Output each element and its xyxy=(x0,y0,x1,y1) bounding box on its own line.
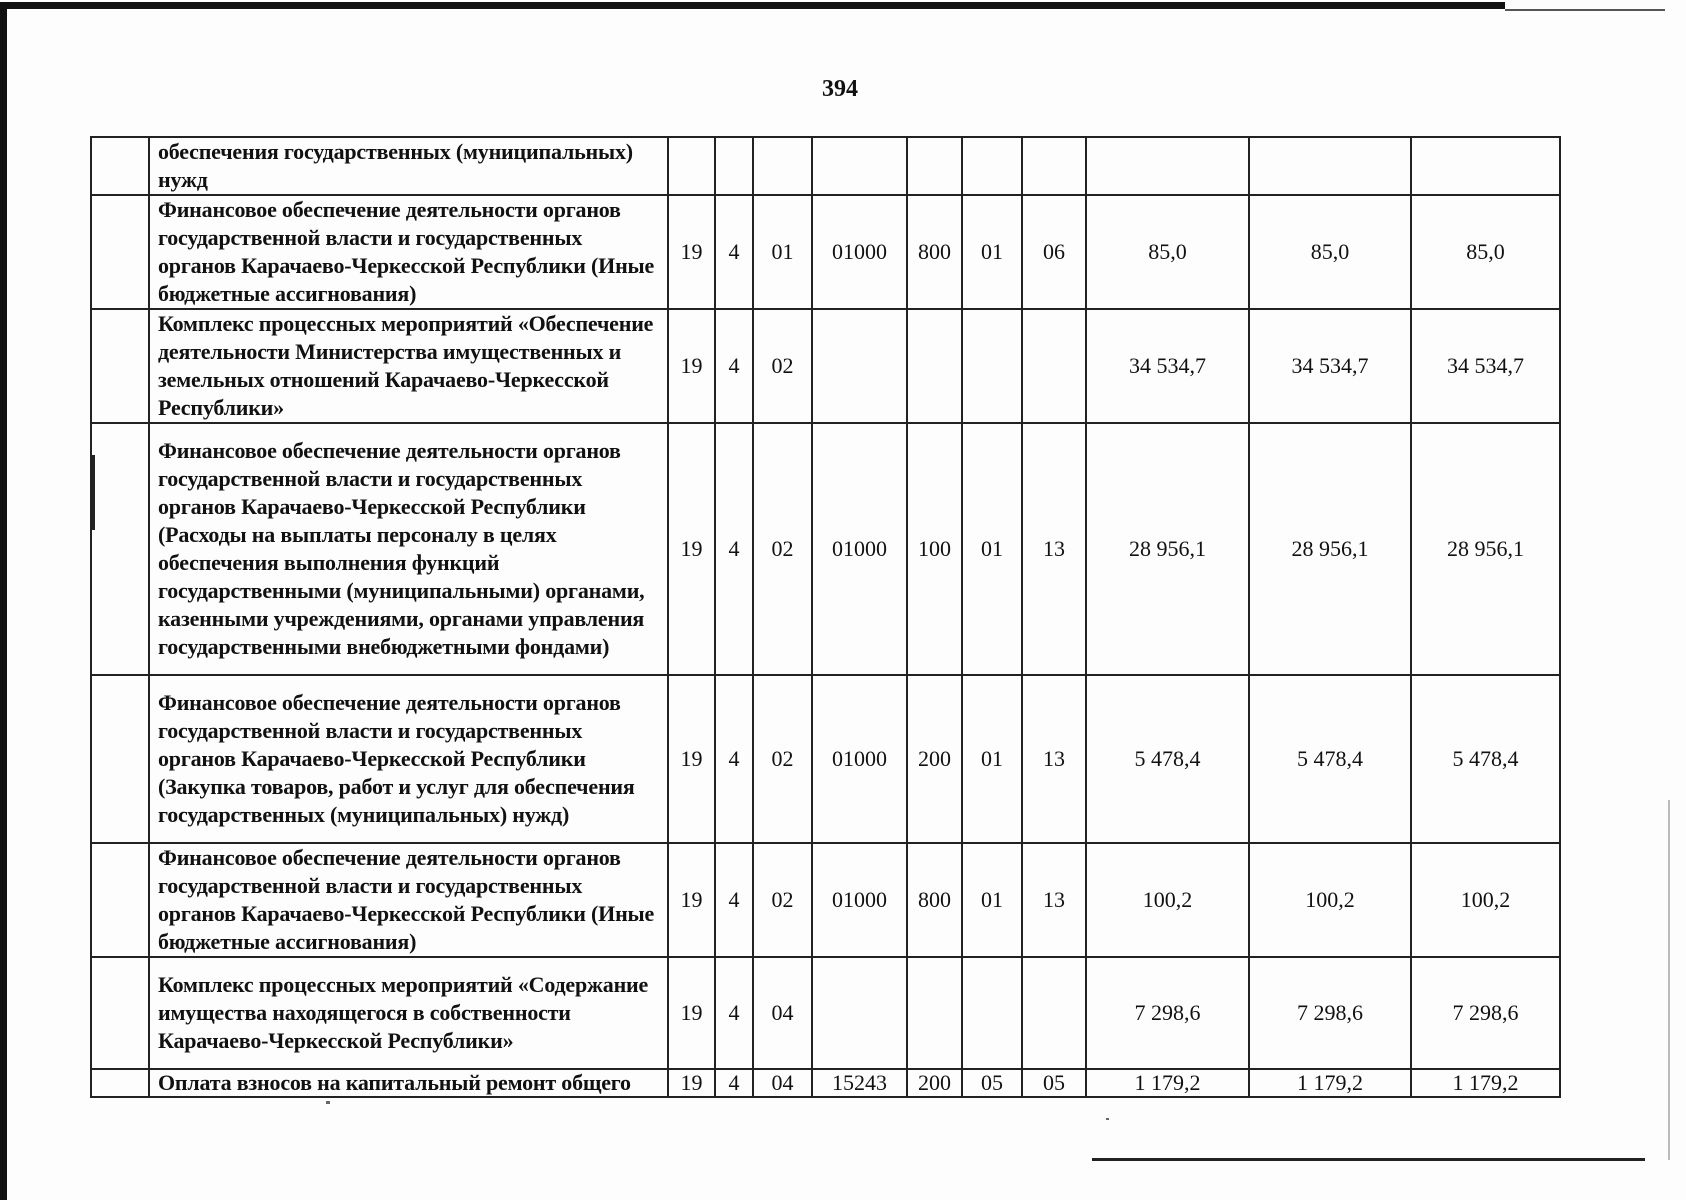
table-row xyxy=(91,423,1560,675)
code-cell: 19 xyxy=(668,843,715,957)
code-cell: 01 xyxy=(962,843,1022,957)
code-cell xyxy=(907,309,962,423)
row-index-cell xyxy=(91,195,149,309)
page-number: 394 xyxy=(822,76,858,102)
code-cell: 02 xyxy=(753,675,812,843)
amount-cell: 1 179,2 xyxy=(1411,1069,1560,1097)
code-cell: 4 xyxy=(715,1069,753,1097)
amount-cell: 85,0 xyxy=(1086,195,1249,309)
scan-bottom-rule xyxy=(1092,1158,1645,1161)
code-cell xyxy=(1022,957,1086,1069)
row-index-cell xyxy=(91,957,149,1069)
code-cell xyxy=(962,957,1022,1069)
amount-cell: 7 298,6 xyxy=(1411,957,1560,1069)
amount-cell xyxy=(1411,137,1560,195)
row-index-cell xyxy=(91,843,149,957)
code-cell: 02 xyxy=(753,843,812,957)
code-cell: 19 xyxy=(668,957,715,1069)
code-cell xyxy=(962,309,1022,423)
code-cell xyxy=(1022,309,1086,423)
row-description: Комплекс процессных мероприятий «Содержание имущества находящегося в собственности Карачаево-Черкесской Республики» xyxy=(149,957,668,1069)
code-cell: 01000 xyxy=(812,843,907,957)
code-cell: 4 xyxy=(715,675,753,843)
amount-cell: 100,2 xyxy=(1086,843,1249,957)
code-cell: 06 xyxy=(1022,195,1086,309)
amount-cell: 34 534,7 xyxy=(1249,309,1411,423)
code-cell: 19 xyxy=(668,309,715,423)
row-description: Финансовое обеспечение деятельности органов государственной власти и государственных органов Карачаево-Черкесской Республики (Расходы на выплаты персоналу в целях обеспечения выполнения функций государственными (муниципальными) органами, казенными учреждениями, органами управления государственными внебюджетными фондами) xyxy=(149,423,668,675)
scan-top-border-thin xyxy=(1505,9,1665,11)
amount-cell: 100,2 xyxy=(1249,843,1411,957)
scan-artifact-dot xyxy=(1106,1118,1109,1120)
code-cell xyxy=(753,137,812,195)
amount-cell: 34 534,7 xyxy=(1411,309,1560,423)
code-cell xyxy=(812,957,907,1069)
amount-cell: 5 478,4 xyxy=(1086,675,1249,843)
budget-table xyxy=(90,136,1561,1098)
row-description: Комплекс процессных мероприятий «Обеспечение деятельности Министерства имущественных и земельных отношений Карачаево-Черкесской Республики» xyxy=(149,309,668,423)
code-cell: 02 xyxy=(753,309,812,423)
code-cell: 01 xyxy=(962,423,1022,675)
code-cell: 13 xyxy=(1022,423,1086,675)
code-cell: 100 xyxy=(907,423,962,675)
code-cell: 01 xyxy=(962,675,1022,843)
row-description: Финансовое обеспечение деятельности органов государственной власти и государственных органов Карачаево-Черкесской Республики (Иные бюджетные ассигнования) xyxy=(149,195,668,309)
table-row xyxy=(91,675,1560,843)
code-cell: 04 xyxy=(753,1069,812,1097)
scan-artifact-dot xyxy=(326,1101,330,1104)
code-cell: 19 xyxy=(668,675,715,843)
code-cell: 01000 xyxy=(812,423,907,675)
code-cell: 200 xyxy=(907,1069,962,1097)
row-index-cell xyxy=(91,1069,149,1097)
scan-left-border xyxy=(0,2,7,1200)
row-description: Оплата взносов на капитальный ремонт общего xyxy=(149,1069,668,1097)
table-row xyxy=(91,137,1560,195)
table-row xyxy=(91,957,1560,1069)
code-cell: 4 xyxy=(715,423,753,675)
code-cell: 19 xyxy=(668,1069,715,1097)
code-cell: 19 xyxy=(668,195,715,309)
row-description: обеспечения государственных (муниципальных) нужд xyxy=(149,137,668,195)
code-cell: 01 xyxy=(962,195,1022,309)
code-cell: 13 xyxy=(1022,843,1086,957)
code-cell: 15243 xyxy=(812,1069,907,1097)
amount-cell: 5 478,4 xyxy=(1249,675,1411,843)
code-cell: 02 xyxy=(753,423,812,675)
code-cell: 4 xyxy=(715,843,753,957)
amount-cell: 85,0 xyxy=(1411,195,1560,309)
code-cell: 01000 xyxy=(812,195,907,309)
row-index-cell xyxy=(91,423,149,675)
table-row xyxy=(91,309,1560,423)
amount-cell: 7 298,6 xyxy=(1249,957,1411,1069)
amount-cell: 100,2 xyxy=(1411,843,1560,957)
amount-cell xyxy=(1249,137,1411,195)
code-cell: 05 xyxy=(1022,1069,1086,1097)
amount-cell: 5 478,4 xyxy=(1411,675,1560,843)
code-cell: 800 xyxy=(907,843,962,957)
code-cell: 4 xyxy=(715,957,753,1069)
amount-cell: 28 956,1 xyxy=(1249,423,1411,675)
code-cell xyxy=(668,137,715,195)
table-row xyxy=(91,1069,1560,1097)
code-cell: 4 xyxy=(715,309,753,423)
amount-cell: 1 179,2 xyxy=(1249,1069,1411,1097)
code-cell: 200 xyxy=(907,675,962,843)
code-cell: 4 xyxy=(715,195,753,309)
row-index-cell xyxy=(91,137,149,195)
amount-cell: 28 956,1 xyxy=(1086,423,1249,675)
scan-right-edge xyxy=(1668,800,1670,1160)
row-index-cell xyxy=(91,675,149,843)
code-cell xyxy=(1022,137,1086,195)
amount-cell xyxy=(1086,137,1249,195)
amount-cell: 1 179,2 xyxy=(1086,1069,1249,1097)
code-cell xyxy=(907,957,962,1069)
code-cell xyxy=(812,137,907,195)
amount-cell: 28 956,1 xyxy=(1411,423,1560,675)
amount-cell: 34 534,7 xyxy=(1086,309,1249,423)
code-cell xyxy=(962,137,1022,195)
code-cell: 19 xyxy=(668,423,715,675)
code-cell: 13 xyxy=(1022,675,1086,843)
code-cell: 04 xyxy=(753,957,812,1069)
table-row xyxy=(91,195,1560,309)
code-cell xyxy=(907,137,962,195)
code-cell: 01 xyxy=(753,195,812,309)
code-cell xyxy=(715,137,753,195)
code-cell: 01000 xyxy=(812,675,907,843)
row-description: Финансовое обеспечение деятельности органов государственной власти и государственных органов Карачаево-Черкесской Республики (Закупка товаров, работ и услуг для обеспечения государственных (муниципальных) нужд) xyxy=(149,675,668,843)
scan-top-border xyxy=(0,2,1505,9)
row-index-cell xyxy=(91,309,149,423)
table-row xyxy=(91,843,1560,957)
code-cell xyxy=(812,309,907,423)
row-description: Финансовое обеспечение деятельности органов государственной власти и государственных органов Карачаево-Черкесской Республики (Иные бюджетные ассигнования) xyxy=(149,843,668,957)
amount-cell: 85,0 xyxy=(1249,195,1411,309)
code-cell: 800 xyxy=(907,195,962,309)
amount-cell: 7 298,6 xyxy=(1086,957,1249,1069)
code-cell: 05 xyxy=(962,1069,1022,1097)
